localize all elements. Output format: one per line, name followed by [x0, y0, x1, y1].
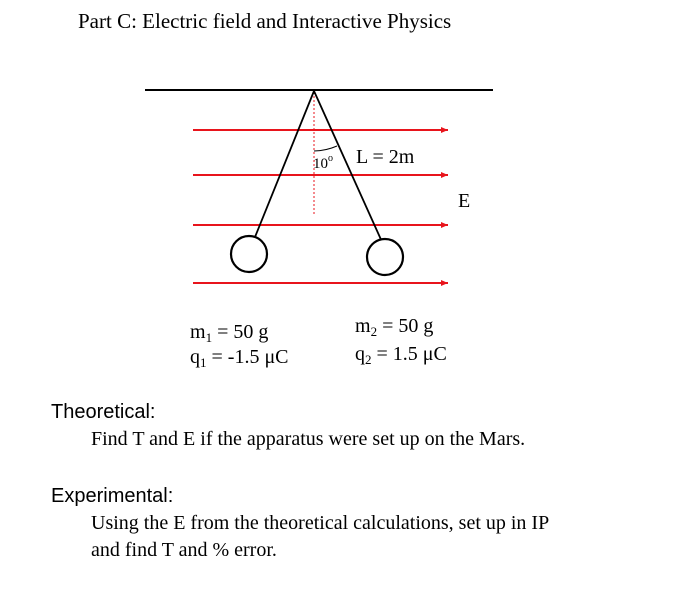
charge-2-label: $q_2 = 1.5$ μC	[355, 343, 447, 367]
angle-arc	[314, 146, 337, 151]
angle-label: 10$^o$	[313, 153, 333, 172]
experimental-heading: Experimental:	[51, 485, 174, 507]
page-title: Part C: Electric field and Interactive Physics	[78, 9, 452, 33]
charge-1-label: $q_1 = -1.5$ μC	[190, 346, 289, 370]
experimental-text-line-2: and find T and % error.	[91, 539, 277, 561]
charge-2-ball	[367, 239, 403, 275]
length-label: L = 2m	[356, 146, 415, 168]
field-label: E	[458, 190, 471, 212]
charge-1-ball	[231, 236, 267, 272]
mass-1-label: $m_1 = 50$ g	[190, 321, 269, 345]
string-left	[253, 91, 314, 242]
theoretical-text: Find T and E if the apparatus were set up on the Mars.	[91, 428, 526, 450]
theoretical-heading: Theoretical:	[51, 401, 156, 423]
mass-2-label: $m_2 = 50$ g	[355, 315, 434, 339]
experimental-text-line-1: Using the E from the theoretical calculations, set up in IP	[91, 512, 550, 534]
